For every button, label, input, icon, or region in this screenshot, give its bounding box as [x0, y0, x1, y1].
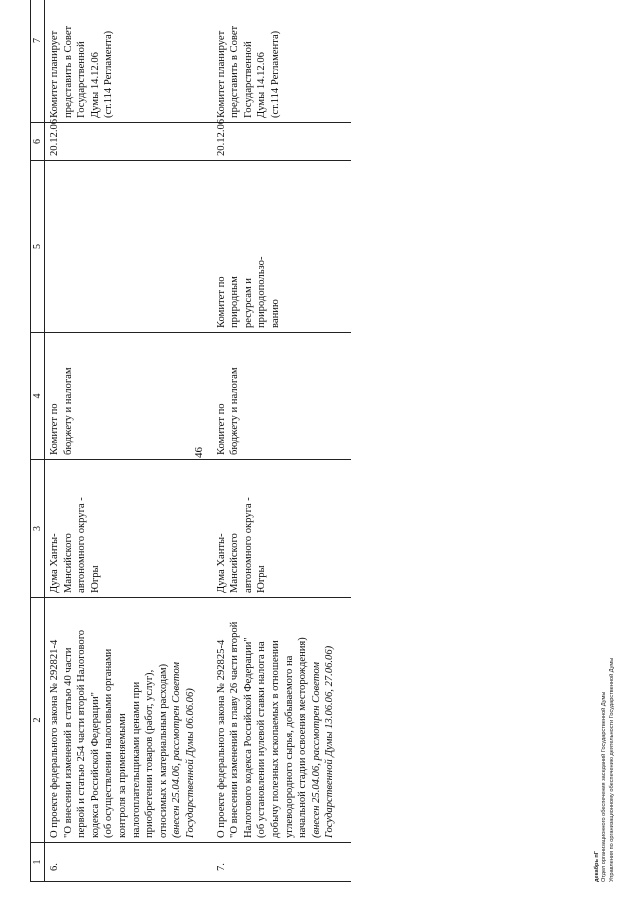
initiator-line: Дума Ханты- [215, 533, 227, 593]
initiator-cell [212, 460, 351, 598]
initiator-line: Югры [256, 565, 268, 593]
initiator-cell [45, 460, 212, 598]
table-row [212, 0, 351, 882]
header-col-1: 1 [31, 843, 45, 882]
header-col-4: 4 [31, 333, 45, 460]
bill-title-line: налогоплательщиками ценами при [130, 681, 142, 838]
co-committee-line: ресурсам и [242, 278, 254, 328]
initiator-line: автономного округа - [242, 497, 254, 593]
bill-title-line: относимых к материальным расходам) [157, 663, 169, 838]
comment-line: Государственной [76, 41, 88, 118]
comment-line: Думы 14.12.06 [89, 52, 101, 118]
co-committee-line: природопользо- [256, 256, 268, 328]
header-col-7: 7 [31, 0, 45, 123]
comment-cell [45, 0, 212, 123]
bill-note-line: (внесен 25.04.06, рассмотрен Советом [171, 662, 183, 838]
footer-department: Отдел организационного обеспечения заседаний Государственной Думы [601, 691, 608, 882]
row-number: 7. [212, 843, 351, 882]
committee-cell [212, 333, 351, 460]
footer-directorate: Управления по организационному обеспечению деятельности Государственной Думы [608, 657, 615, 882]
co-committee-cell [212, 161, 351, 333]
table-header-row [31, 0, 45, 882]
header-col-6: 6 [31, 123, 45, 161]
comment-line: Комитет планирует [215, 30, 227, 118]
header-col-5: 5 [31, 161, 45, 333]
committee-line: Комитет по [215, 403, 227, 455]
committee-line: бюджету и налогам [62, 367, 74, 455]
row-number: 6. [45, 843, 212, 882]
comment-line: представить в Совет [229, 25, 241, 118]
co-committee-cell [45, 161, 212, 333]
initiator-line: автономного округа - [76, 497, 88, 593]
comment-line: (ст.114 Регламента) [103, 30, 115, 118]
bill-title-line: (об осуществлении налоговыми органами [103, 648, 115, 838]
comment-line: (ст.114 Регламента) [269, 30, 281, 118]
date-cell: 20.12.06 [212, 123, 351, 161]
bill-title-line: О проекте федерального закона № 292821-4 [49, 639, 60, 838]
comment-cell [212, 0, 351, 123]
bill-note-line: Государственной Думы 06.06.06) [184, 688, 196, 838]
bill-title-line: приобретении товаров (работ, услуг), [144, 669, 156, 838]
co-committee-line: природным [229, 276, 241, 328]
bill-title-line: добычу полезных ископаемых в отношении [269, 640, 281, 838]
bill-title-line: О проекте федерального закона № 292825-4 [215, 639, 227, 838]
co-committee-line: ванию [269, 299, 281, 328]
bill-title-cell [212, 598, 351, 843]
header-col-2: 2 [31, 598, 45, 843]
bill-title-line: кодекса Российской Федерации" [89, 692, 101, 838]
bill-title-line: начальной стадии освоения месторождения) [297, 637, 309, 838]
initiator-line: Югры [89, 565, 101, 593]
date-cell: 20.12.06 [45, 123, 212, 161]
footer-date: декабрь пГ [594, 851, 600, 882]
table-row [45, 0, 212, 882]
bill-title-line: первой и статью 254 части второй Налогового [76, 629, 88, 838]
bill-note-line: (внесен 25.04.06, рассмотрен Советом [310, 662, 322, 838]
comment-line: представить в Совет [62, 25, 74, 118]
document-footer [594, 658, 616, 882]
bill-title-line: углеводородного сырья, добываемого на [283, 655, 295, 838]
initiator-line: Мансийского [229, 533, 241, 593]
bill-title-line: (об установлении нулевой ставки налога на [256, 641, 268, 838]
comment-line: Думы 14.12.06 [256, 52, 268, 118]
bill-note-line: Государственной Думы 13.06.06, 27.06.06) [324, 645, 336, 838]
bill-title-line: контроля за применяемыми [116, 713, 128, 838]
comment-line: Государственной [242, 41, 254, 118]
comment-line: Комитет планирует [49, 30, 60, 118]
bills-table [30, 0, 351, 882]
co-committee-line: Комитет по [215, 276, 227, 328]
header-col-3: 3 [31, 460, 45, 598]
committee-line: Комитет по [49, 403, 60, 455]
page-number: 46 [193, 447, 205, 458]
initiator-line: Дума Ханты- [49, 533, 60, 593]
committee-line: бюджету и налогам [229, 367, 241, 455]
bill-title-cell [45, 598, 212, 843]
initiator-line: Мансийского [62, 533, 74, 593]
bill-title-line: "О внесении изменений в статью 40 части [62, 647, 74, 838]
committee-cell [45, 333, 212, 460]
bill-title-line: Налогового кодекса Российской Федерации" [242, 637, 254, 838]
bill-title-line: "О внесении изменений в главу 26 части второй [229, 621, 241, 838]
